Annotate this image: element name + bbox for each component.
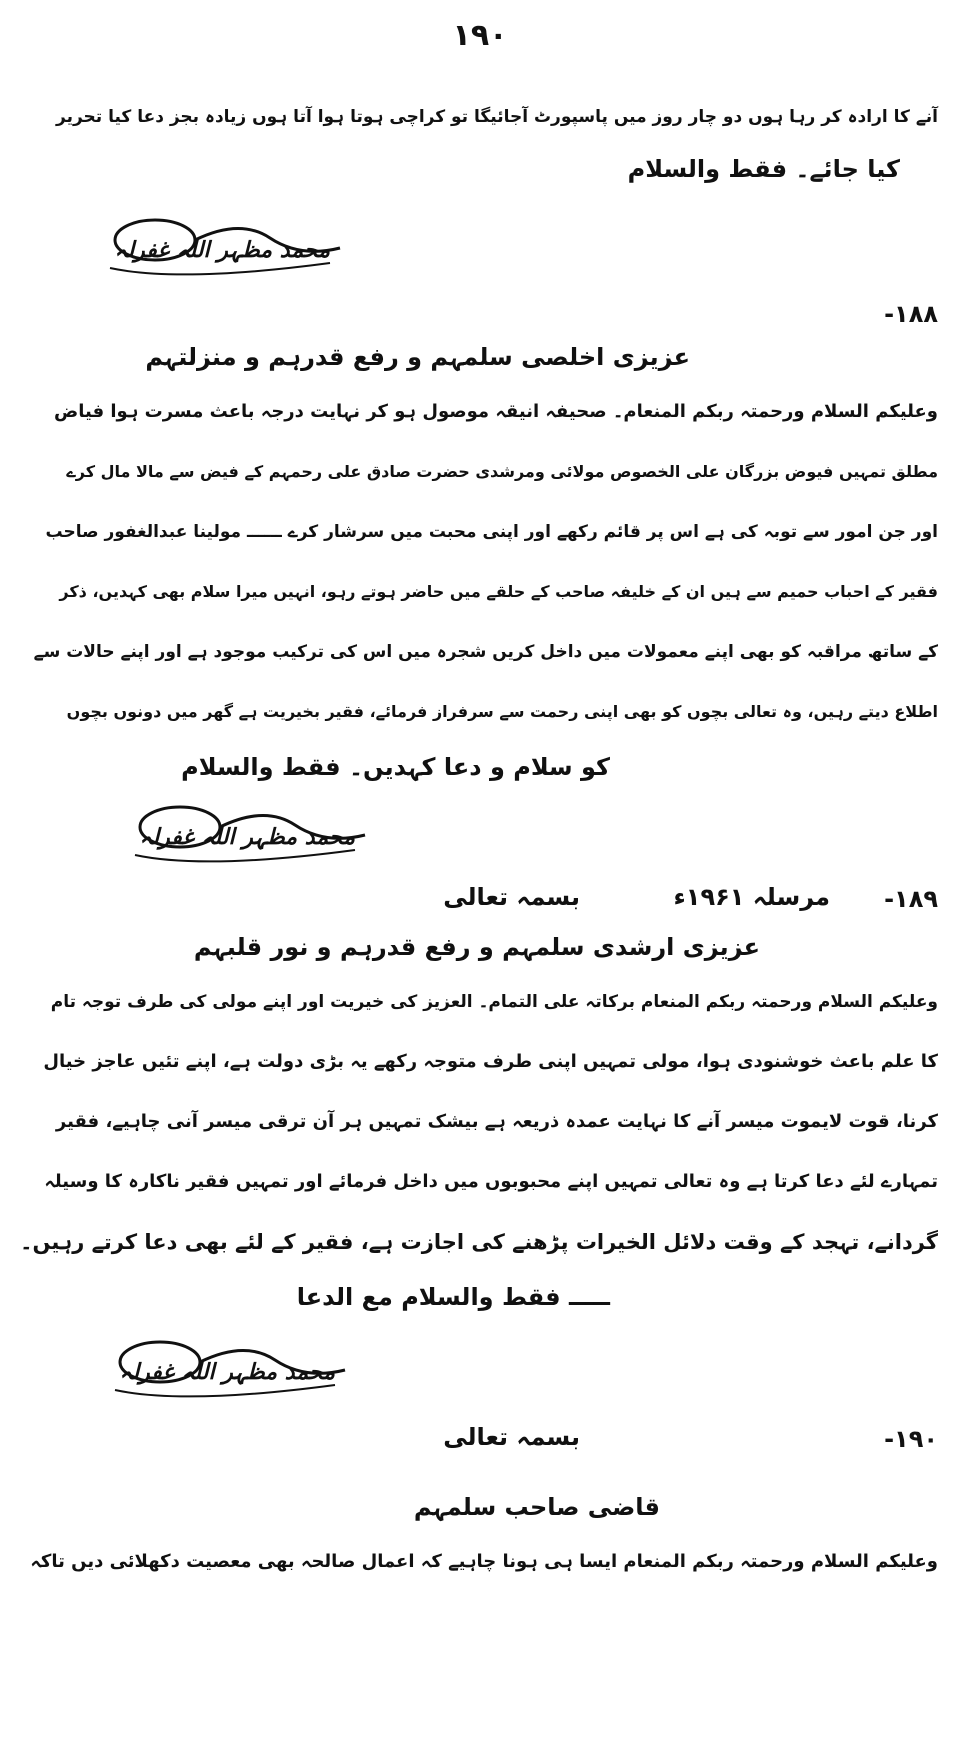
signature bbox=[100, 208, 360, 288]
bismihi: بسمہ تعالی bbox=[443, 1423, 580, 1451]
letter-number: ۱۹۰- bbox=[884, 1425, 938, 1453]
text-line: کا علم باعث خوشنودی ہوا، مولی تمہیں اپنی طرف متوجہ رکھے یہ بڑی دولت ہے، اپنے تئیں عاجز خیال bbox=[43, 1051, 938, 1072]
signature bbox=[105, 1330, 365, 1410]
letter-number: ۱۸۸- bbox=[884, 300, 938, 328]
salutation: عزیزی اخلصی سلمہم و رفع قدرہم و منزلتہم bbox=[145, 343, 690, 371]
text-line: اطلاع دیتے رہیں، وہ تعالی بچوں کو بھی اپنی رحمت سے سرفراز فرمائے، فقیر بخیریت ہے گھر میں دونوں بچوں bbox=[66, 702, 938, 721]
signature bbox=[125, 795, 385, 875]
text-line: کیا جائے۔ فقط والسلام bbox=[627, 155, 900, 183]
text-line: مطلق تمہیں فیوض بزرگان علی الخصوص مولائی ومرشدی حضرت صادق علی رحمہم کے فیض سے مالا مال کرے bbox=[66, 462, 938, 481]
signature-name: محمد مظہر اللہ غفرلہ bbox=[114, 238, 330, 263]
letter-number: ۱۸۹- bbox=[884, 885, 938, 913]
text-line: تمہارے لئے دعا کرتا ہے وہ تعالی تمہیں اپنے محبوبوں میں داخل فرمائے اور تمہیں فقیر ناکارہ کا وسیلہ bbox=[44, 1171, 938, 1192]
signature-name: محمد مظہر اللہ غفرلہ bbox=[119, 1360, 335, 1385]
text-line: وعلیکم السلام ورحمتہ ربکم المنعام ایسا ہی ہونا چاہیے کہ اعمال صالحہ بھی معصیت دکھلائی دیں تاکہ bbox=[30, 1551, 938, 1572]
text-line: وعلیکم السلام ورحمتہ ربکم المنعام۔ صحیفہ انیقہ موصول ہو کر نہایت درجہ باعث مسرت ہوا فیاض bbox=[54, 401, 938, 422]
text-line: آنے کا ارادہ کر رہا ہوں دو چار روز میں پاسپورٹ آجائیگا تو کراچی ہوتا ہوا آتا ہوں زیادہ بجز دعا کیا تحریر bbox=[56, 107, 938, 127]
text-line: گردانے، تہجد کے وقت دلائل الخیرات پڑھنے کی اجازت ہے، فقیر کے لئے بھی دعا کرتے رہیں۔ bbox=[20, 1230, 938, 1254]
bismihi: بسمہ تعالی bbox=[443, 883, 580, 911]
page-number: ۱۹۰ bbox=[452, 18, 508, 53]
salutation: قاضی صاحب سلمہم bbox=[413, 1493, 660, 1521]
salutation: عزیزی ارشدی سلمہم و رفع قدرہم و نور قلبہم bbox=[193, 933, 760, 961]
text-line: ـــــ فقط والسلام مع الدعا bbox=[296, 1283, 610, 1311]
text-line: کرنا، قوت لایموت میسر آنے کا نہایت عمدہ ذریعہ ہے بیشک تمہیں ہر آن ترقی میسر آنی چاہیے، فقیر bbox=[55, 1111, 938, 1132]
text-line: فقیر کے احباب حمیم سے ہیں ان کے خلیفہ صاحب کے حلقے میں حاضر ہوتے رہو، انہیں میرا سلام بھی کہدیں، ذکر bbox=[59, 582, 938, 601]
signature-name: محمد مظہر اللہ غفرلہ bbox=[139, 825, 355, 850]
text-line: کو سلام و دعا کہدیں۔ فقط والسلام bbox=[181, 753, 610, 781]
text-line: اور جن امور سے توبہ کی ہے اس پر قائم رکھے اور اپنی محبت میں سرشار کرے ــــــ مولینا عبدالغفور صاحب bbox=[45, 522, 938, 542]
text-line: وعلیکم السلام ورحمتہ ربکم المنعام برکاتہ علی التمام۔ العزیز کی خیریت اور اپنے مولی کی طرف توجہ تام bbox=[50, 992, 938, 1012]
text-line: کے ساتھ مراقبہ کو بھی اپنے معمولات میں داخل کریں شجرہ میں اس کی ترکیب موجود ہے اور اپنے حالات سے bbox=[33, 642, 938, 662]
letter-date: مرسلہ ۱۹۶۱ء bbox=[673, 883, 830, 911]
